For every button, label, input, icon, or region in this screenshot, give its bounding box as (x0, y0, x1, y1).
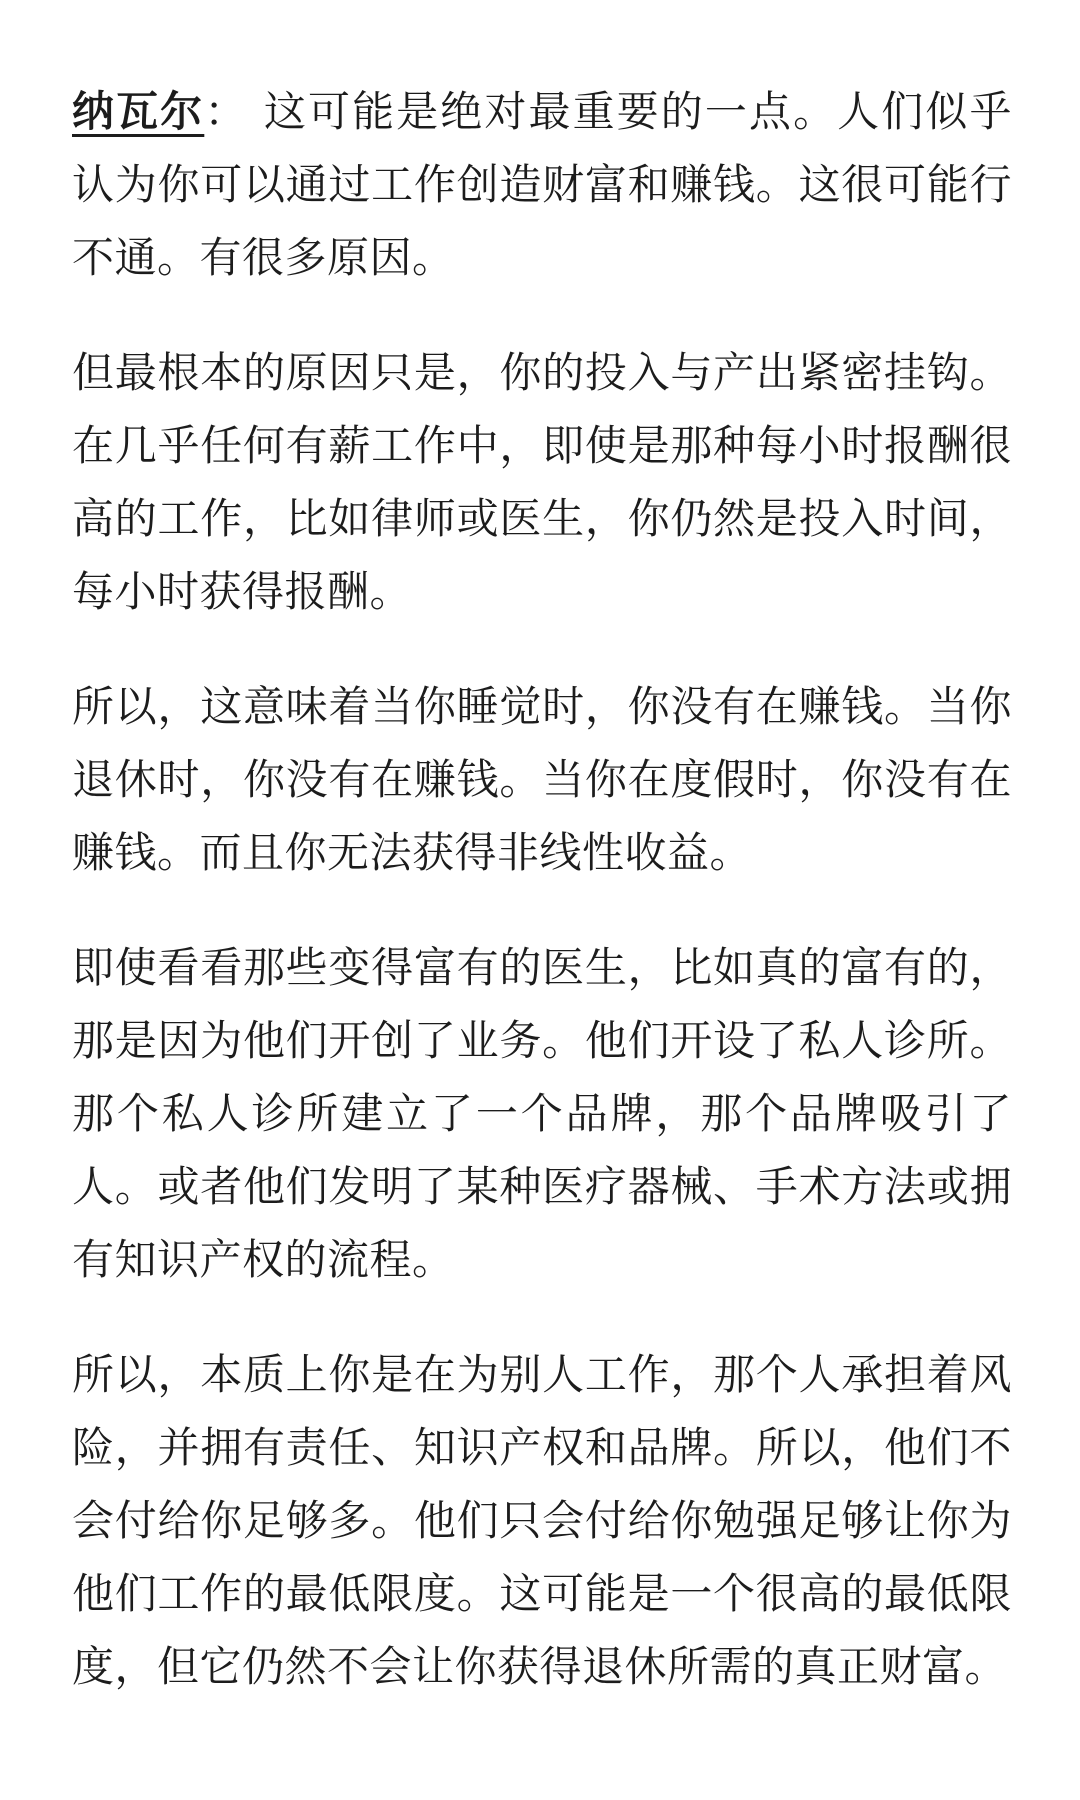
paragraph-2: 但最根本的原因只是，你的投入与产出紧密挂钩。在几乎任何有薪工作中，即使是那种每小时报酬很高的工作，比如律师或医生，你仍然是投入时间，每小时获得报酬。 (72, 348, 1012, 616)
paragraph-1 (72, 75, 1012, 294)
speaker-separator: ： (204, 87, 264, 136)
paragraph-4: 即使看看那些变得富有的医生，比如真的富有的，那是因为他们开创了业务。他们开设了私人诊所。那个私人诊所建立了一个品牌，那个品牌吸引了人。或者他们发明了某种医疗器械、手术方法或拥有知识产权的流程。 (72, 943, 1012, 1284)
paragraph-5: 所以，本质上你是在为别人工作，那个人承担着风险，并拥有责任、知识产权和品牌。所以，他们不会付给你足够多。他们只会付给你勉强足够让你为他们工作的最低限度。这可能是一个很高的最低限度，但它仍然不会让你获得退休所需的真正财富。 (72, 1350, 1012, 1691)
paragraph-1-text: 这可能是绝对最重要的一点。人们似乎认为你可以通过工作创造财富和赚钱。这很可能行不通。有很多原因。 (72, 87, 1012, 282)
paragraph-3: 所以，这意味着当你睡觉时，你没有在赚钱。当你退休时，你没有在赚钱。当你在度假时，你没有在赚钱。而且你无法获得非线性收益。 (72, 682, 1012, 877)
article-body (72, 75, 1012, 1745)
speaker-name: 纳瓦尔 (72, 87, 205, 136)
